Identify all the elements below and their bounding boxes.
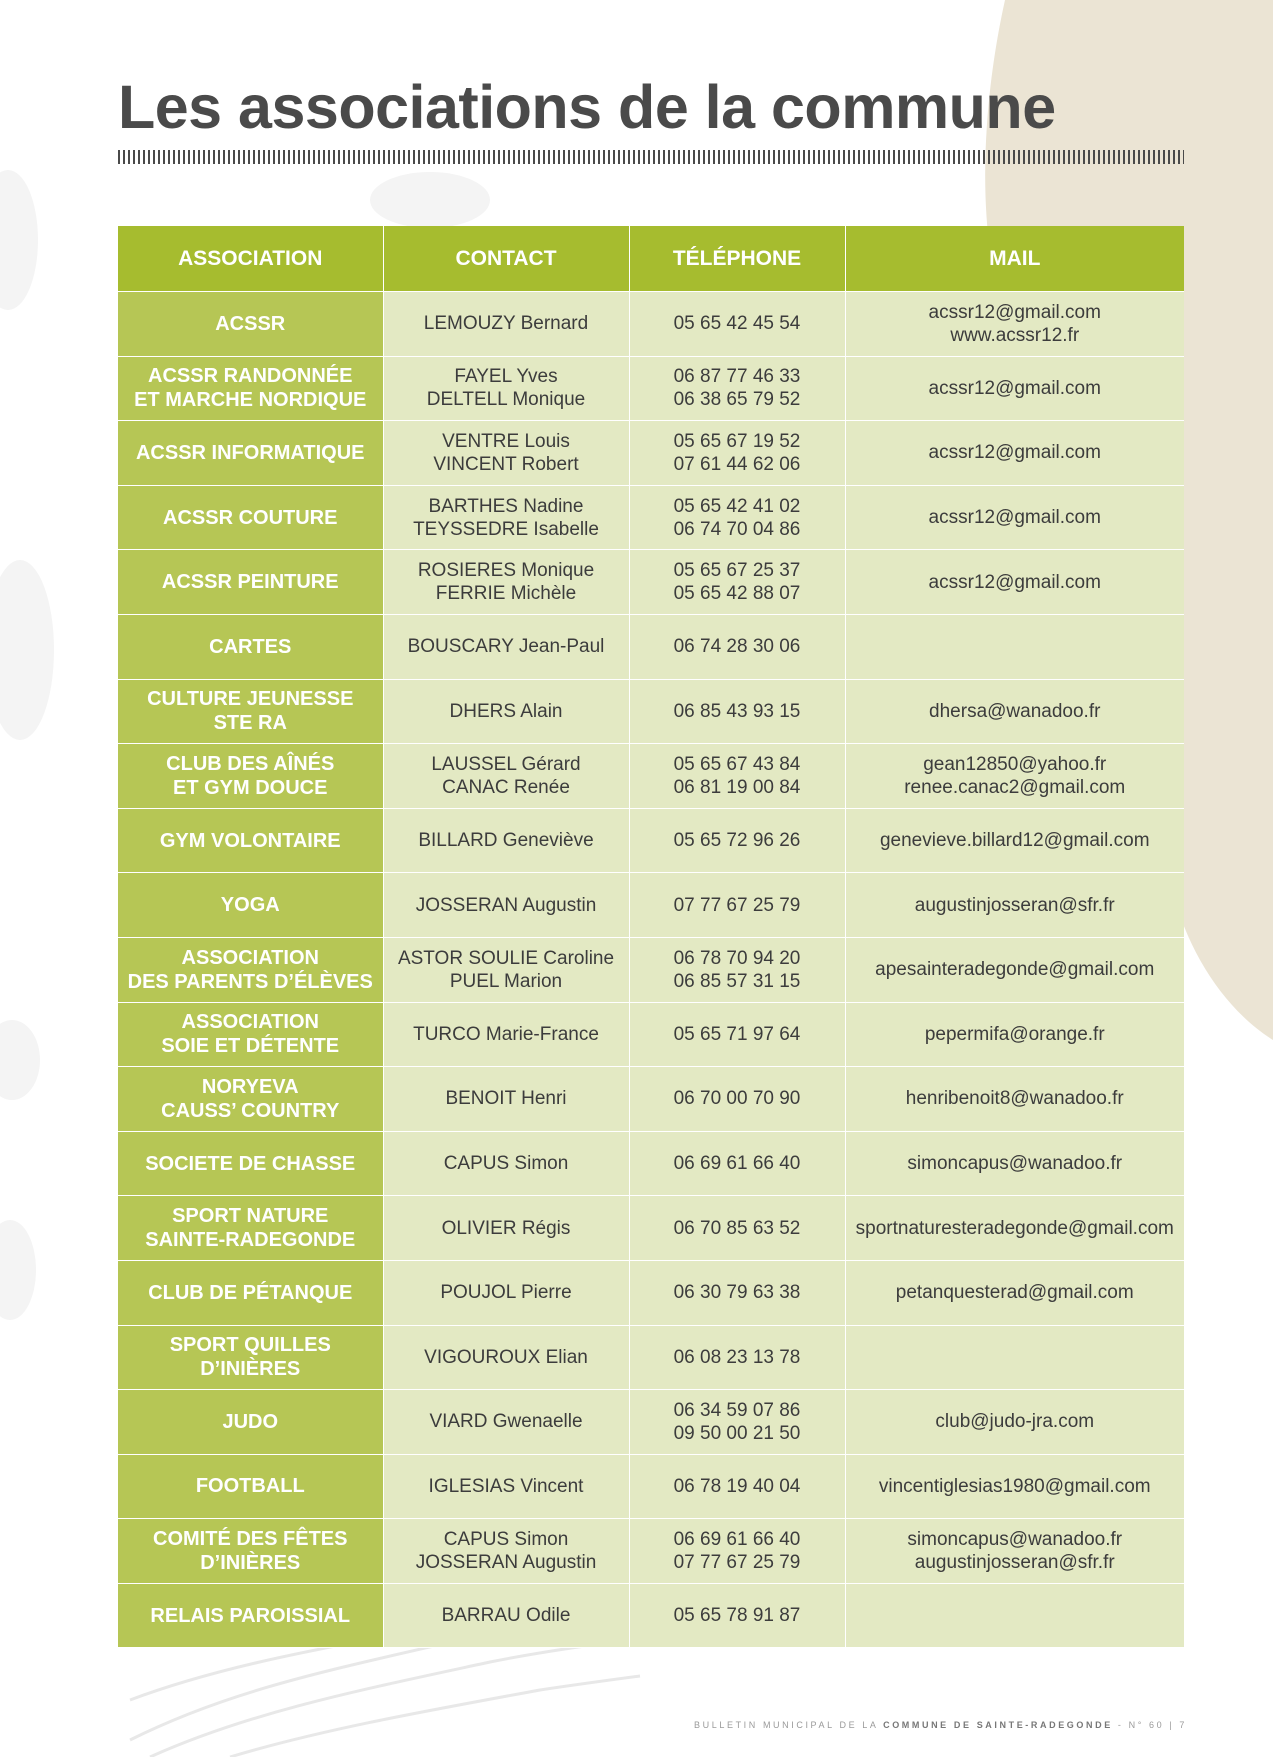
association-line: ACSSR RANDONNÉE [148,365,353,388]
phone-line: 09 50 00 21 50 [673,1422,801,1444]
phone-line: 06 78 19 40 04 [673,1475,801,1497]
phone-line: 06 70 00 70 90 [673,1088,801,1110]
phone-cell [629,1325,845,1390]
association-cell [118,1454,383,1519]
mail-cell [845,1519,1184,1584]
mail-line: acssr12@gmail.com [928,301,1101,323]
association-line: SOCIETE DE CHASSE [145,1152,356,1175]
association-line: CARTES [209,635,292,658]
association-line: CLUB DE PÉTANQUE [148,1281,353,1304]
phone-cell [629,1260,845,1325]
mail-cell [845,744,1184,809]
phone-line: 05 65 42 45 54 [673,313,801,335]
contact-line: TEYSSEDRE Isabelle [413,518,599,540]
table-row [118,356,1184,421]
contact-line: DELTELL Monique [426,389,586,411]
contact-cell [383,1002,629,1067]
phone-line: 06 69 61 66 40 [673,1529,801,1551]
association-line: D’INIÈRES [200,1552,301,1575]
mail-cell [845,1067,1184,1132]
association-line: ASSOCIATION [181,946,319,969]
association-line: ET MARCHE NORDIQUE [134,389,367,412]
mail-cell [845,1260,1184,1325]
contact-line: ROSIERES Monique [417,560,595,582]
phone-line: 06 81 19 00 84 [673,776,801,798]
contact-cell [383,1583,629,1648]
table-row [118,1325,1184,1390]
association-line: NORYEVA [201,1075,299,1098]
association-line: SOIE ET DÉTENTE [161,1035,340,1058]
phone-line: 05 65 78 91 87 [673,1605,801,1627]
phone-cell [629,550,845,615]
phone-cell [629,744,845,809]
table-row [118,1002,1184,1067]
association-line: STE RA [213,712,287,735]
contact-line: DHERS Alain [449,700,563,722]
association-line: ACSSR PEINTURE [161,571,339,594]
table-row [118,485,1184,550]
phone-cell [629,1583,845,1648]
mail-cell [845,1131,1184,1196]
contact-line: PUEL Marion [449,970,563,992]
contact-cell [383,1325,629,1390]
contact-cell [383,1131,629,1196]
association-cell [118,744,383,809]
table-row [118,937,1184,1002]
phone-line: 06 74 28 30 06 [673,636,801,658]
phone-cell [629,1002,845,1067]
contact-cell [383,808,629,873]
mail-line: dhersa@wanadoo.fr [929,700,1101,722]
phone-line: 06 34 59 07 86 [673,1399,801,1421]
phone-cell [629,614,845,679]
contact-cell [383,356,629,421]
phone-line: 06 70 85 63 52 [673,1217,801,1239]
table-row [118,550,1184,615]
table-row [118,1131,1184,1196]
phone-line: 06 08 23 13 78 [673,1346,801,1368]
mail-cell [845,356,1184,421]
mail-line: genevieve.billard12@gmail.com [879,830,1150,852]
phone-line: 06 87 77 46 33 [673,366,801,388]
association-line: ACSSR COUTURE [163,506,338,529]
table-row [118,744,1184,809]
phone-line: 06 85 43 93 15 [673,700,801,722]
table-row [118,421,1184,486]
contact-cell [383,679,629,744]
phone-line: 06 78 70 94 20 [673,947,801,969]
association-line: ACSSR INFORMATIQUE [135,441,365,464]
column-header-contact: CONTACT [383,226,629,292]
mail-line: renee.canac2@gmail.com [904,776,1126,798]
association-line: YOGA [220,894,280,917]
column-header-mail: MAIL [845,226,1184,292]
mail-line: petanquesterad@gmail.com [895,1282,1134,1304]
association-cell [118,1325,383,1390]
association-line: FOOTBALL [195,1475,305,1498]
mail-cell [845,808,1184,873]
contact-cell [383,614,629,679]
contact-line: BENOIT Henri [445,1088,567,1110]
mail-cell [845,1325,1184,1390]
mail-line: simoncapus@wanadoo.fr [907,1153,1123,1175]
contact-line: BARTHES Nadine [428,495,584,517]
phone-cell [629,1131,845,1196]
mail-line: augustinjosseran@sfr.fr [914,1552,1115,1574]
mail-line: gean12850@yahoo.fr [923,753,1107,775]
association-line: ACSSR [215,312,286,335]
mail-cell [845,1002,1184,1067]
contact-cell [383,1390,629,1455]
mail-cell [845,421,1184,486]
table-row [118,679,1184,744]
phone-cell [629,808,845,873]
mail-cell [845,1454,1184,1519]
phone-line: 06 69 61 66 40 [673,1153,801,1175]
page-title: Les associations de la commune [118,73,1056,141]
contact-line: VIARD Gwenaelle [429,1411,583,1433]
association-cell [118,808,383,873]
mail-line: pepermifa@orange.fr [924,1023,1105,1045]
association-line: ET GYM DOUCE [173,776,328,799]
table-row [118,1519,1184,1584]
phone-cell [629,873,845,938]
page-footer [694,1720,1187,1730]
phone-cell [629,1196,845,1261]
association-line: JUDO [222,1410,279,1433]
mail-cell [845,1390,1184,1455]
association-cell [118,873,383,938]
contact-line: IGLESIAS Vincent [428,1475,584,1497]
association-line: GYM VOLONTAIRE [159,829,341,852]
association-cell [118,1131,383,1196]
contact-cell [383,1519,629,1584]
table-body [118,292,1184,1648]
phone-line: 05 65 72 96 26 [673,830,801,852]
mail-cell [845,485,1184,550]
table-row [118,1454,1184,1519]
contact-line: VENTRE Louis [442,430,570,452]
table-header-row [118,226,1184,292]
contact-cell [383,485,629,550]
mail-line: vincentiglesias1980@gmail.com [878,1475,1151,1497]
mail-cell [845,679,1184,744]
association-line: SAINTE-RADEGONDE [145,1229,356,1252]
phone-line: 06 30 79 63 38 [673,1282,801,1304]
phone-line: 07 61 44 62 06 [673,453,801,475]
mail-line: acssr12@gmail.com [928,442,1101,464]
contact-line: CAPUS Simon [443,1153,569,1175]
table-row [118,1260,1184,1325]
phone-line: 06 38 65 79 52 [673,389,801,411]
contact-line: TURCO Marie-France [413,1023,599,1045]
association-cell [118,1196,383,1261]
contact-cell [383,1454,629,1519]
table-row [118,1067,1184,1132]
phone-cell [629,356,845,421]
contact-line: FERRIE Michèle [435,583,577,605]
phone-line: 06 74 70 04 86 [673,518,801,540]
phone-line: 05 65 67 43 84 [673,753,801,775]
association-line: ASSOCIATION [181,1011,319,1034]
contact-line: FAYEL Yves [454,366,558,388]
contact-line: LEMOUZY Bernard [423,313,589,335]
contact-line: BILLARD Geneviève [418,830,594,852]
table-row [118,1390,1184,1455]
contact-cell [383,1260,629,1325]
contact-line: CAPUS Simon [443,1529,569,1551]
mail-line: apesainteradegonde@gmail.com [875,959,1155,981]
association-line: SPORT NATURE [172,1205,329,1228]
phone-line: 05 65 71 97 64 [673,1023,801,1045]
phone-cell [629,679,845,744]
contact-line: CANAC Renée [442,776,570,798]
contact-cell [383,937,629,1002]
phone-line: 05 65 42 41 02 [673,495,801,517]
phone-line: 05 65 67 25 37 [673,560,801,582]
page-number: 7 [1179,1720,1187,1730]
association-cell [118,1583,383,1648]
phone-line: 07 77 67 25 79 [673,894,801,916]
phone-cell [629,1067,845,1132]
mail-cell [845,1583,1184,1648]
contact-line: BARRAU Odile [441,1605,571,1627]
association-cell [118,550,383,615]
association-line: D’INIÈRES [200,1358,301,1381]
phone-cell [629,485,845,550]
footer-commune: COMMUNE DE SAINTE-RADEGONDE [883,1720,1113,1730]
table-row [118,1196,1184,1261]
association-line: SPORT QUILLES [169,1334,331,1357]
phone-line: 05 65 42 88 07 [673,583,801,605]
phone-line: 06 85 57 31 15 [673,970,801,992]
contact-cell [383,1196,629,1261]
contact-line: JOSSERAN Augustin [415,894,597,916]
phone-cell [629,421,845,486]
footer-prefix: BULLETIN MUNICIPAL DE LA [694,1720,878,1730]
phone-cell [629,937,845,1002]
mail-cell [845,292,1184,357]
table-row [118,292,1184,357]
contact-line: VINCENT Robert [433,453,579,475]
mail-line: acssr12@gmail.com [928,377,1101,399]
title-hatched-rule [118,150,1184,164]
association-cell [118,421,383,486]
mail-line: acssr12@gmail.com [928,571,1101,593]
column-header-association: ASSOCIATION [118,226,383,292]
mail-cell [845,937,1184,1002]
association-cell [118,1519,383,1584]
mail-line: www.acssr12.fr [950,324,1080,346]
mail-line: simoncapus@wanadoo.fr [907,1529,1123,1551]
association-cell [118,937,383,1002]
mail-cell [845,1196,1184,1261]
phone-line: 05 65 67 19 52 [673,430,801,452]
footer-issue: - N° 60 | [1117,1720,1175,1730]
contact-line: POUJOL Pierre [440,1282,572,1304]
mail-cell [845,873,1184,938]
contact-line: BOUSCARY Jean-Paul [407,636,605,658]
association-line: CLUB DES AÎNÉS [166,752,335,775]
table-row [118,873,1184,938]
mail-line: henribenoit8@wanadoo.fr [905,1088,1124,1110]
table-row [118,1583,1184,1648]
phone-cell [629,292,845,357]
association-line: DES PARENTS D’ÉLÈVES [127,970,373,993]
contact-line: VIGOUROUX Elian [424,1346,588,1368]
contact-line: LAUSSEL Gérard [431,753,581,775]
table-row [118,808,1184,873]
association-cell [118,1260,383,1325]
contact-cell [383,550,629,615]
association-line: COMITÉ DES FÊTES [153,1528,348,1551]
association-cell [118,1002,383,1067]
association-cell [118,1390,383,1455]
contact-cell [383,1067,629,1132]
association-cell [118,679,383,744]
phone-line: 07 77 67 25 79 [673,1552,801,1574]
association-line: CAUSS’ COUNTRY [161,1099,340,1122]
association-cell [118,485,383,550]
association-line: CULTURE JEUNESSE [147,688,354,711]
contact-line: OLIVIER Régis [441,1217,571,1239]
contact-cell [383,744,629,809]
mail-cell [845,550,1184,615]
phone-cell [629,1454,845,1519]
mail-line: acssr12@gmail.com [928,507,1101,529]
association-line: RELAIS PAROISSIAL [150,1604,351,1627]
column-header-telephone: TÉLÉPHONE [629,226,845,292]
association-cell [118,356,383,421]
association-cell [118,292,383,357]
association-cell [118,1067,383,1132]
association-cell [118,614,383,679]
mail-line: sportnaturesteradegonde@gmail.com [855,1217,1174,1239]
phone-cell [629,1390,845,1455]
contact-cell [383,873,629,938]
mail-line: augustinjosseran@sfr.fr [914,894,1115,916]
mail-line: club@judo-jra.com [935,1411,1095,1433]
table-row [118,614,1184,679]
mail-cell [845,614,1184,679]
associations-table [118,226,1184,1648]
contact-cell [383,292,629,357]
phone-cell [629,1519,845,1584]
contact-line: ASTOR SOULIE Caroline [397,947,615,969]
contact-line: JOSSERAN Augustin [415,1552,597,1574]
contact-cell [383,421,629,486]
